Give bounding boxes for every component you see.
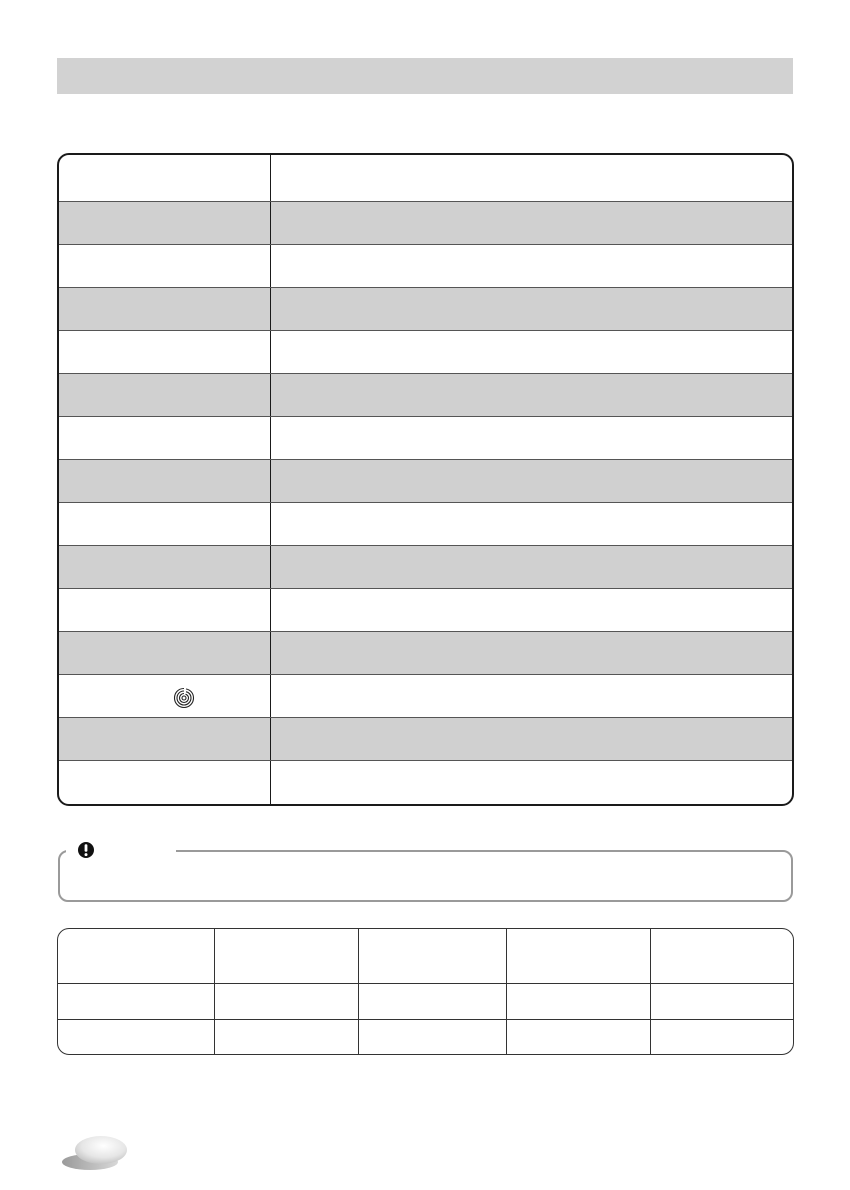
program-description-cell [271,288,792,330]
program-description-cell [271,546,792,588]
note-box [58,850,793,902]
program-name-cell [59,155,271,201]
program-description-cell [271,374,792,416]
table-header-row [58,929,793,984]
table-row [59,718,792,761]
table-row [59,546,792,589]
program-name-cell [59,718,271,760]
table-header-cell [359,929,507,983]
table-cell [215,1020,359,1054]
table-cell [58,1020,215,1054]
program-description-cell [271,675,792,717]
spin-speed-table [57,928,794,1055]
program-description-cell [271,245,792,287]
table-row [59,417,792,460]
table-row [59,460,792,503]
program-description-cell [271,632,792,674]
table-row [59,202,792,245]
table-cell [359,984,507,1019]
program-description-cell [271,202,792,244]
program-name-cell [59,417,271,459]
table-cell [215,984,359,1019]
program-name-cell [59,589,271,631]
exclamation-icon [76,840,96,860]
table-row [59,374,792,417]
table-cell [507,984,651,1019]
table-header-cell [507,929,651,983]
program-description-cell [271,417,792,459]
program-table [57,153,794,806]
program-name-cell [59,675,271,717]
program-name-cell [59,288,271,330]
table-cell [359,1020,507,1054]
program-description-cell [271,460,792,502]
woolmark-icon [172,686,196,710]
table-cell [507,1020,651,1054]
program-name-cell [59,546,271,588]
table-header-cell [58,929,215,983]
table-row [59,675,792,718]
table-row [59,632,792,675]
table-header-cell [651,929,793,983]
table-row [59,589,792,632]
table-cell [58,984,215,1019]
table-row [58,1020,793,1054]
table-row [59,155,792,202]
table-row [59,288,792,331]
program-name-cell [59,245,271,287]
table-cell [651,984,793,1019]
page-header-bar [57,58,793,94]
program-description-cell [271,331,792,373]
table-header-cell [215,929,359,983]
program-description-cell [271,761,792,805]
table-row [59,503,792,546]
program-name-cell [59,331,271,373]
program-description-cell [271,503,792,545]
table-row [59,331,792,374]
table-cell [651,1020,793,1054]
program-description-cell [271,155,792,201]
program-name-cell [59,503,271,545]
table-row [58,984,793,1020]
program-name-cell [59,460,271,502]
program-description-cell [271,718,792,760]
page-number-tab [60,1132,130,1172]
table-row [59,761,792,805]
program-description-cell [271,589,792,631]
program-name-cell [59,374,271,416]
program-name-cell [59,632,271,674]
program-name-cell [59,761,271,805]
program-name-cell [59,202,271,244]
table-row [59,245,792,288]
